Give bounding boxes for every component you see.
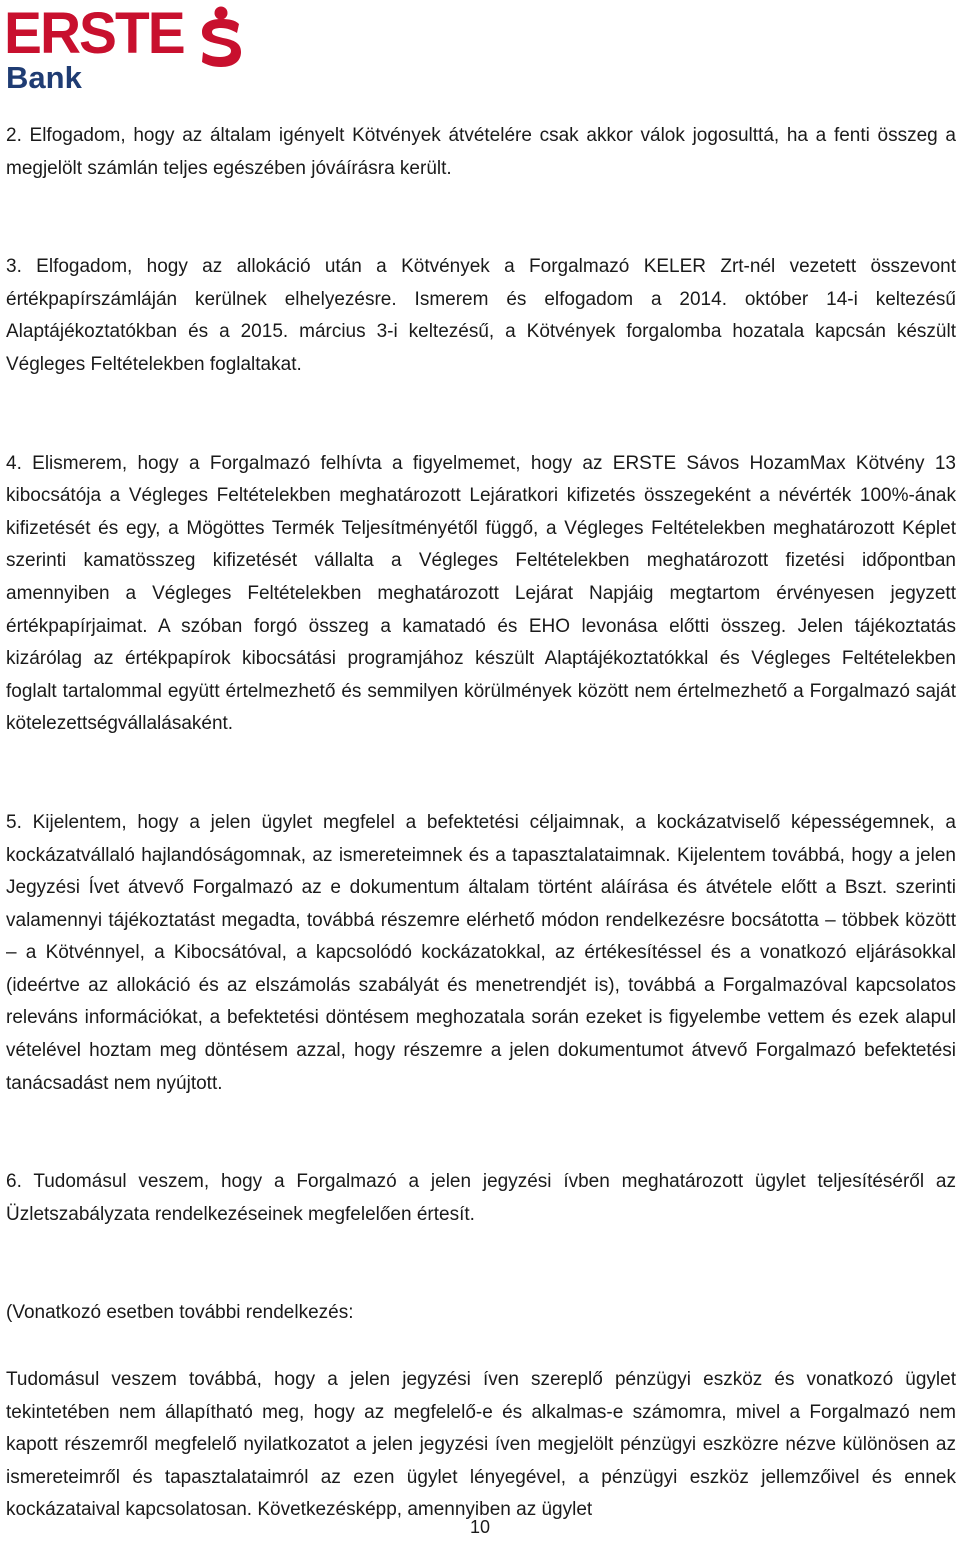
paragraph-3: 3. Elfogadom, hogy az allokáció után a Kötvények a Forgalmazó KELER Zrt-nél vezetett összevont értékpapírszámláján kerülnek elhelyezésre. Ismerem és elfogadom a 2014. október 14-i keltezésű Alaptájékoztatókban és a 2015. március 3-i keltezésű, a Kötvények forgalomba hozatala kapcsán készült Végleges Feltételekben foglaltakat. bbox=[6, 256, 956, 375]
page-number: 10 bbox=[469, 1517, 491, 1537]
paragraph-5: 5. Kijelentem, hogy a jelen ügylet megfelel a befektetési céljaimnak, a kockázatviselő képességemnek, a kockázatvállaló hajlandóságomnak, az ismereteimnek és a tapasztalataimnak. Kijelentem továbbá, hogy a jelen Jegyzési Ívet átvevő Forgalmazó az e dokumentum általam történt aláírása és átvétele előtt a Bszt. szerinti valamennyi tájékoztatást megadta, továbbá részemre elérhető módon rendelkezésre bocsátotta – többek között – a Kötvénnyel, a Kibocsátóval, a kapcsolódó kockázatokkal, az értékesítéssel és a vonatkozó eljárásokkal (ideértve az allokáció és az elszámolás szabályát és menetrendjét is), továbbá a Forgalmazóval kapcsolatos releváns információkat, a befektetési döntésem meghozatala során ezeket is figyelembe vettem és ezek alapul vételével hoztam meg döntésem azzal, hogy részemre a jelen dokumentumot átvevő Forgalmazó befektetési tanácsadást nem nyújtott. bbox=[6, 811, 956, 1094]
logo-wordmark: ERSTE bbox=[4, 1, 184, 66]
paragraph-6: 6. Tudomásul veszem, hogy a Forgalmazó a jelen jegyzési ívben meghatározott ügylet teljesítéséről az Üzletszabályzata rendelkezéseinek megfelelően értesít. bbox=[6, 1171, 956, 1225]
document-body bbox=[6, 120, 956, 1527]
paragraph-4: 4. Elismerem, hogy a Forgalmazó felhívta a figyelmemet, hogy az ERSTE Sávos HozamMax Kötvény 13 kibocsátója a Végleges Feltételekben meghatározott Lejáratkori kifizetés összegeként a névérték 100%-ának kifizetését és egy, a Mögöttes Termék Teljesítményétől függő, a Végleges Feltételekben meghatározott Képlet szerinti kamatösszeg kifizetését vállalta a Végleges Feltételekben meghatározott fizetési időpontban amennyiben a Végleges Feltételekben meghatározott Lejárat Napjáig megtartom érvényesen jegyzett értékpapírjaimat. A szóban forgó összeg a kamatadó és EHO levonása előtti összeg. Jelen tájékoztatás kizárólag az értékpapírok kibocsátási programjához készült Alaptájékoztatókkal és Végleges Feltételekben foglalt tartalommal együtt értelmezhető és semmilyen körülmények között nem értelmezhető a Forgalmazó saját kötelezettségvállalásaként. bbox=[6, 452, 956, 735]
paragraph-2: 2. Elfogadom, hogy az általam igényelt Kötvények átvételére csak akkor válok jogosulttá, ha a fenti összeg a megjelölt számlán teljes egészében jóváírásra került. bbox=[6, 125, 956, 179]
erste-s-logo-icon bbox=[199, 6, 243, 68]
optional-provision-text: Tudomásul veszem továbbá, hogy a jelen jegyzési íven szereplő pénzügyi eszköz és vonatkozó ügylet tekintetében nem állapítható meg, hogy az megfelelő-e és alkalmas-e számomra, mivel a Forgalmazó nem kapott részemről megfelelő nyilatkozatot a jelen jegyzési íven megjelölt pénzügyi eszközre nézve különösen az ismereteimről és tapasztalataimról az ezen ügylet lényegével, a pénzügyi eszköz jellemzőivel és ennek kockázataival kapcsolatosan. Következésképp, amennyiben az ügylet bbox=[6, 1369, 956, 1521]
erste-bank-logo bbox=[4, 2, 244, 102]
optional-provision-heading: (Vonatkozó esetben további rendelkezés: bbox=[6, 1302, 354, 1324]
logo-subtitle: Bank bbox=[6, 60, 82, 95]
